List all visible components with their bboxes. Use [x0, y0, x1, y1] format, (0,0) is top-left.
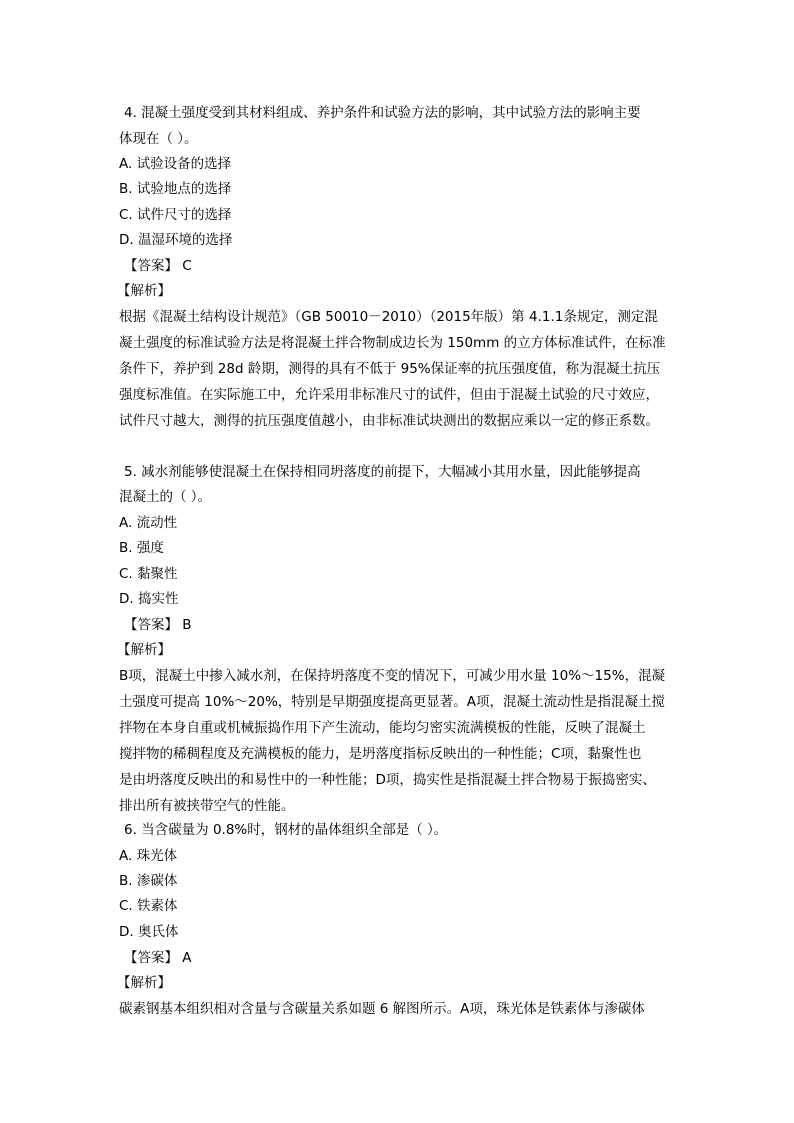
question-4-analysis-line-2: 凝土强度的标准试验方法是将混凝土拌合物制成边长为 150mm 的立方体标准试件，在标准 — [119, 335, 666, 351]
question-6-option-d: D. 奥氏体 — [119, 924, 179, 940]
question-5-stem-line-1: 5. 减水剂能够使混凝土在保持相同坍落度的前提下，大幅减小其用水量，因此能够提高 — [124, 464, 641, 480]
question-6-answer: 【答案】 A — [124, 950, 192, 966]
question-4-analysis-heading: 【解析】 — [117, 283, 171, 299]
question-5-option-d: D. 捣实性 — [119, 591, 179, 607]
question-5-answer: 【答案】 B — [124, 617, 192, 633]
question-5-option-c: C. 黏聚性 — [119, 566, 178, 582]
question-4-analysis-line-5: 试件尺寸越大，测得的抗压强度值越小，由非标准试块测出的数据应乘以一定的修正系数。 — [119, 413, 659, 429]
question-5-analysis-line-2: 土强度可提高 10%～20%，特别是早期强度提高更显著。A项，混凝土流动性是指混凝土搅 — [119, 694, 666, 710]
question-5-stem-line-2: 混凝土的（ ）。 — [119, 489, 212, 505]
question-5-analysis-line-3: 拌物在本身自重或机械振捣作用下产生流动，能均匀密实流满模板的性能，反映了混凝土 — [119, 720, 646, 736]
question-4-analysis-line-3: 条件下，养护到 28d 龄期，测得的具有不低于 95%保证率的抗压强度值，称为混凝土抗压 — [119, 361, 661, 377]
question-6-stem-line-1: 6. 当含碳量为 0.8%时，钢材的晶体组织全部是（ ）。 — [124, 822, 448, 838]
question-4-option-c: C. 试件尺寸的选择 — [119, 207, 232, 223]
question-5-analysis-line-5: 是由坍落度反映出的和易性中的一种性能；D项，捣实性是指混凝土拌合物易于振捣密实、 — [119, 772, 656, 788]
question-6-option-b: B. 渗碳体 — [119, 873, 178, 889]
question-5-analysis-line-6: 排出所有被挟带空气的性能。 — [119, 798, 295, 814]
question-5-analysis-line-1: B项，混凝土中掺入减水剂，在保持坍落度不变的情况下，可减少用水量 10%～15%，混凝 — [119, 668, 666, 684]
question-6-analysis-heading: 【解析】 — [117, 975, 171, 991]
question-4-stem-line-2: 体现在（ ）。 — [119, 131, 198, 147]
question-5-option-b: B. 强度 — [119, 540, 164, 556]
question-4-option-a: A. 试验设备的选择 — [119, 156, 232, 172]
question-4-option-d: D. 温湿环境的选择 — [119, 232, 233, 248]
question-4-option-b: B. 试验地点的选择 — [119, 181, 232, 197]
question-4-stem-line-1: 4. 混凝土强度受到其材料组成、养护条件和试验方法的影响，其中试验方法的影响主要 — [124, 105, 641, 121]
question-5-analysis-line-4: 搅拌物的稀稠程度及充满模板的能力，是坍落度指标反映出的一种性能；C项，黏聚性也 — [119, 746, 642, 762]
question-5-analysis-heading: 【解析】 — [117, 642, 171, 658]
question-4-answer: 【答案】 C — [124, 258, 192, 274]
question-6-analysis-line-1: 碳素钢基本组织相对含量与含碳量关系如题 6 解图所示。A项，珠光体是铁素体与渗碳体 — [119, 1001, 645, 1017]
question-6-option-c: C. 铁素体 — [119, 898, 178, 914]
question-4-analysis-line-4: 强度标准值。在实际施工中，允许采用非标准尺寸的试件，但由于混凝土试验的尺寸效应， — [119, 387, 659, 403]
question-5-option-a: A. 流动性 — [119, 515, 178, 531]
question-4-analysis-line-1: 根据《混凝土结构设计规范》（GB 50010－2010）（2015年版）第 4.1.1条规定，测定混 — [119, 309, 658, 325]
question-6-option-a: A. 珠光体 — [119, 848, 178, 864]
